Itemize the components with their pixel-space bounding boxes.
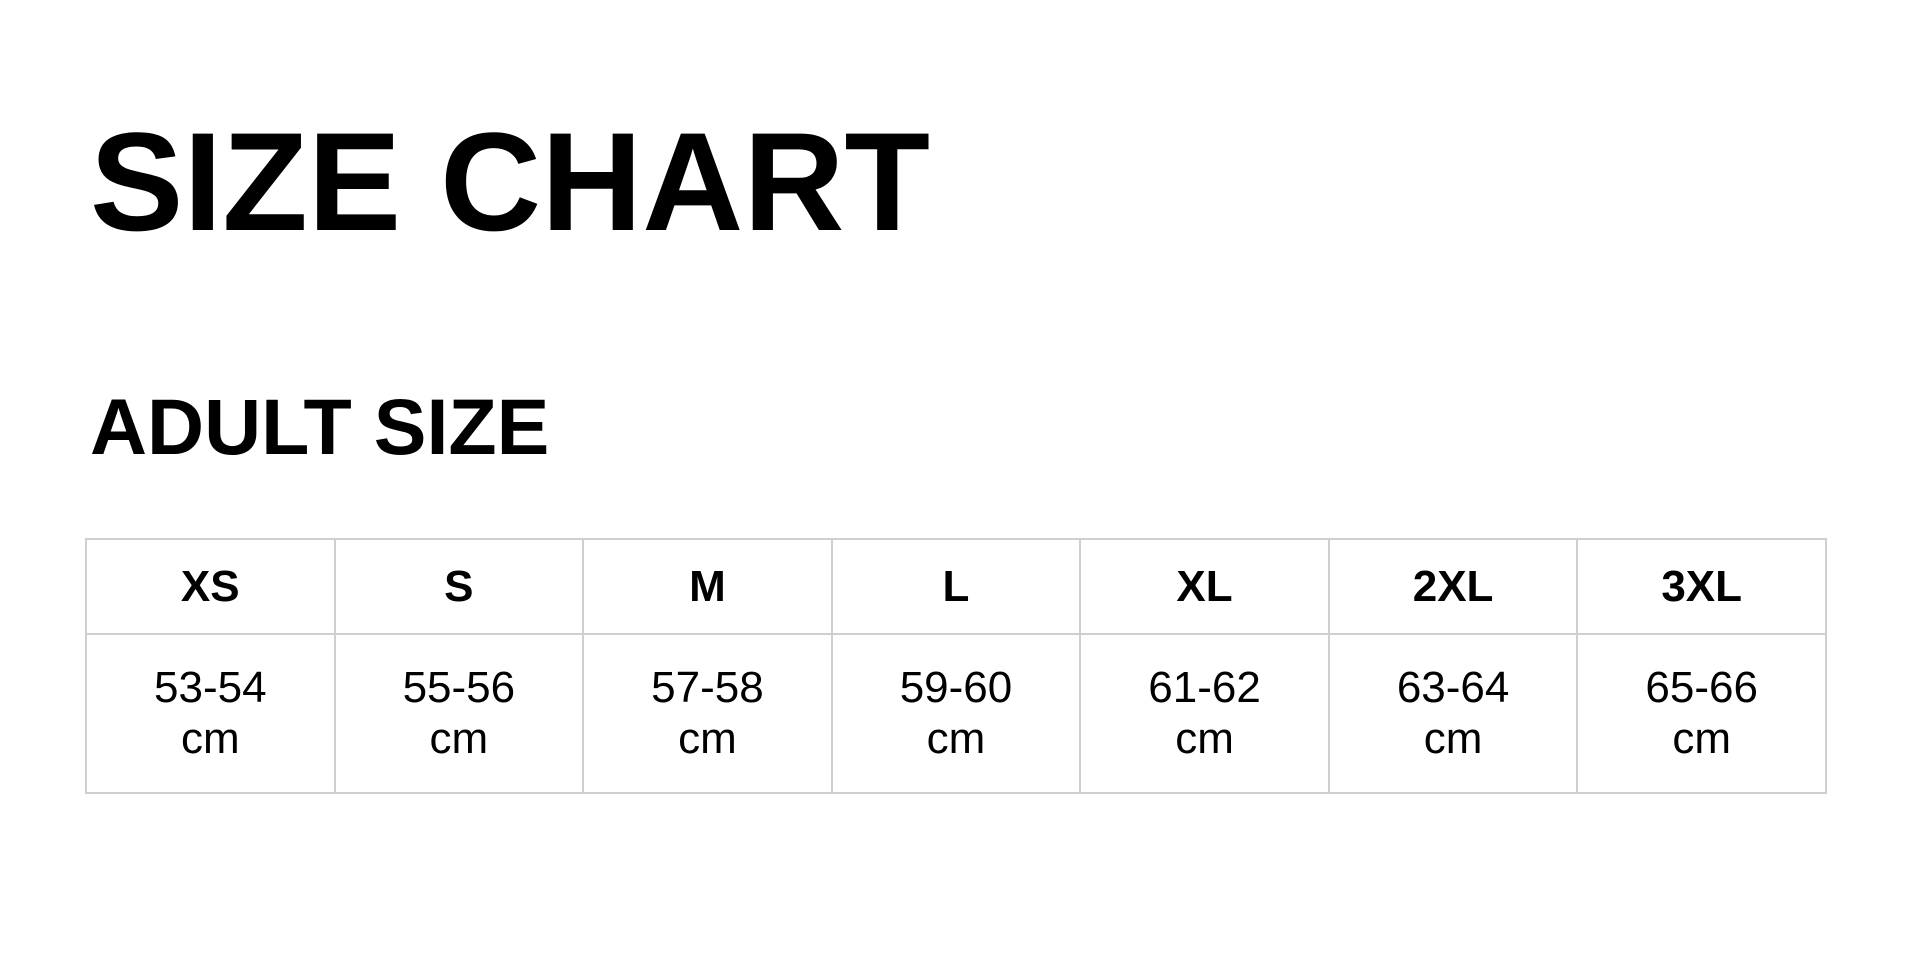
size-value-xl xyxy=(1080,634,1329,793)
size-value-l xyxy=(832,634,1081,793)
size-value-2xl xyxy=(1329,634,1578,793)
size-header-3xl: 3XL xyxy=(1577,539,1826,634)
section-title-adult-size: ADULT SIZE xyxy=(90,382,550,471)
size-value-xs xyxy=(86,634,335,793)
size-range: 65-66 xyxy=(1645,662,1758,712)
size-unit: cm xyxy=(429,713,489,763)
size-unit: cm xyxy=(1175,713,1234,763)
size-table-header-row xyxy=(86,539,1826,634)
size-range: 55-56 xyxy=(402,662,516,712)
size-header-xs: XS xyxy=(86,539,335,634)
size-header-2xl: 2XL xyxy=(1329,539,1578,634)
size-header-xl: XL xyxy=(1080,539,1329,634)
size-range: 53-54 xyxy=(154,662,267,712)
size-range: 63-64 xyxy=(1396,662,1510,712)
size-unit: cm xyxy=(180,713,240,763)
size-value-s xyxy=(335,634,584,793)
size-value-3xl xyxy=(1577,634,1826,793)
size-header-s: S xyxy=(335,539,584,634)
size-range: 57-58 xyxy=(651,662,764,712)
size-header-m: M xyxy=(583,539,832,634)
page-title: SIZE CHART xyxy=(90,103,930,260)
size-unit: cm xyxy=(1672,713,1732,763)
size-value-m xyxy=(583,634,832,793)
size-range: 61-62 xyxy=(1148,662,1261,712)
adult-size-table xyxy=(85,538,1827,794)
size-table-body xyxy=(86,634,1826,793)
size-unit: cm xyxy=(926,713,986,763)
size-range: 59-60 xyxy=(899,662,1013,712)
size-header-l: L xyxy=(832,539,1081,634)
table-row xyxy=(86,634,1826,793)
table-row xyxy=(86,539,1826,634)
size-unit: cm xyxy=(1423,713,1483,763)
size-unit: cm xyxy=(678,713,737,763)
